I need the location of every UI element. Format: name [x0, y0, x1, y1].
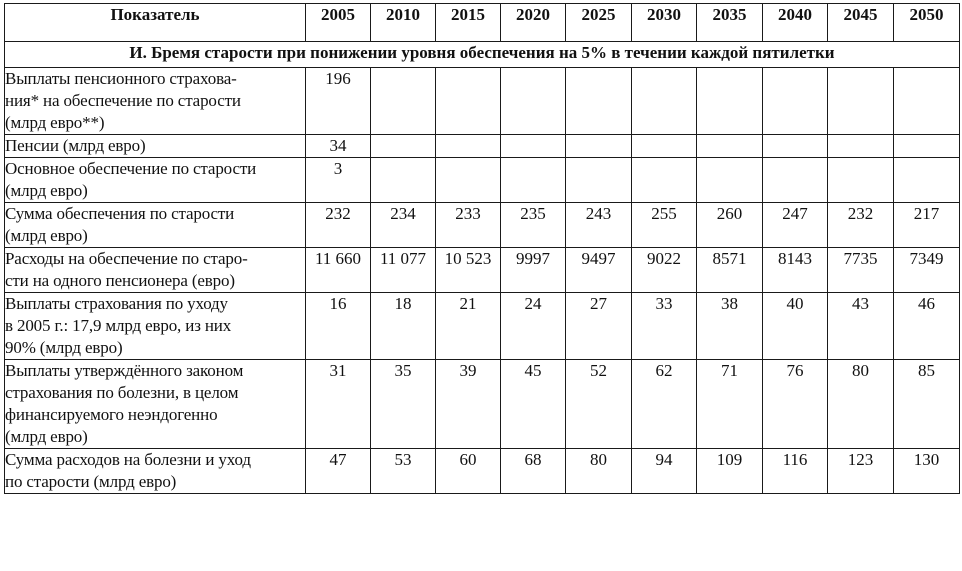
- value-cell-2015: [436, 135, 501, 158]
- row-label: [5, 135, 306, 158]
- row-label-line: страхования по болезни, в целом: [5, 383, 239, 402]
- value-cell-2030: [632, 135, 697, 158]
- table-row: [5, 360, 960, 449]
- value-cell-2010: 53: [371, 449, 436, 494]
- table-row: [5, 158, 960, 203]
- row-label-line: (млрд евро**): [5, 113, 105, 132]
- row-label: [5, 248, 306, 293]
- value-cell-2045: [828, 135, 894, 158]
- value-cell-2045: 80: [828, 360, 894, 449]
- row-label-line: Выплаты утверждённого законом: [5, 361, 244, 380]
- table-row: [5, 68, 960, 135]
- value-cell-2050: 7349: [894, 248, 960, 293]
- value-cell-2040: [763, 135, 828, 158]
- value-cell-2050: [894, 68, 960, 135]
- value-cell-2005: 34: [306, 135, 371, 158]
- row-label: [5, 203, 306, 248]
- value-cell-2005: 232: [306, 203, 371, 248]
- value-cell-2010: 18: [371, 293, 436, 360]
- header-year: 2030: [632, 4, 697, 42]
- value-cell-2030: 94: [632, 449, 697, 494]
- value-cell-2040: 247: [763, 203, 828, 248]
- value-cell-2025: [566, 68, 632, 135]
- section-row: [5, 42, 960, 68]
- value-cell-2025: [566, 158, 632, 203]
- value-cell-2025: 80: [566, 449, 632, 494]
- value-cell-2020: 235: [501, 203, 566, 248]
- value-cell-2045: 7735: [828, 248, 894, 293]
- value-cell-2035: [697, 158, 763, 203]
- value-cell-2050: 46: [894, 293, 960, 360]
- section-title: И. Бремя старости при понижении уровня обеспечения на 5% в течении каждой пятилетки: [5, 42, 960, 68]
- table-row: [5, 293, 960, 360]
- value-cell-2040: 8143: [763, 248, 828, 293]
- value-cell-2040: [763, 158, 828, 203]
- row-label-line: Основное обеспечение по старости: [5, 159, 257, 178]
- header-year: 2045: [828, 4, 894, 42]
- value-cell-2030: 255: [632, 203, 697, 248]
- header-indicator: Показатель: [5, 4, 306, 42]
- header-year: 2020: [501, 4, 566, 42]
- value-cell-2015: 60: [436, 449, 501, 494]
- value-cell-2035: 8571: [697, 248, 763, 293]
- data-table: [4, 3, 960, 494]
- value-cell-2030: [632, 158, 697, 203]
- row-label-line: Пенсии (млрд евро): [5, 136, 146, 155]
- row-label-line: в 2005 г.: 17,9 млрд евро, из них: [5, 316, 232, 335]
- row-label: [5, 293, 306, 360]
- value-cell-2050: 130: [894, 449, 960, 494]
- header-year: 2005: [306, 4, 371, 42]
- row-label: [5, 68, 306, 135]
- value-cell-2010: 11 077: [371, 248, 436, 293]
- row-label-line: 90% (млрд евро): [5, 338, 123, 357]
- row-label-line: ния* на обеспечение по старости: [5, 91, 241, 110]
- table-row: [5, 203, 960, 248]
- value-cell-2005: 16: [306, 293, 371, 360]
- value-cell-2045: [828, 68, 894, 135]
- table-row: [5, 248, 960, 293]
- header-year: 2035: [697, 4, 763, 42]
- value-cell-2015: 233: [436, 203, 501, 248]
- value-cell-2035: 38: [697, 293, 763, 360]
- row-label-line: (млрд евро): [5, 226, 88, 245]
- row-label-line: Сумма обеспечения по старости: [5, 204, 235, 223]
- value-cell-2040: [763, 68, 828, 135]
- value-cell-2030: 33: [632, 293, 697, 360]
- row-label-line: (млрд евро): [5, 427, 88, 446]
- value-cell-2020: [501, 158, 566, 203]
- value-cell-2035: 260: [697, 203, 763, 248]
- row-label-line: Выплаты страхования по уходу: [5, 294, 228, 313]
- value-cell-2030: 9022: [632, 248, 697, 293]
- value-cell-2045: 123: [828, 449, 894, 494]
- value-cell-2020: 24: [501, 293, 566, 360]
- value-cell-2040: 40: [763, 293, 828, 360]
- value-cell-2045: [828, 158, 894, 203]
- value-cell-2015: [436, 68, 501, 135]
- value-cell-2050: [894, 135, 960, 158]
- header-year: 2010: [371, 4, 436, 42]
- value-cell-2030: [632, 68, 697, 135]
- header-row: [5, 4, 960, 42]
- value-cell-2010: [371, 68, 436, 135]
- value-cell-2005: 3: [306, 158, 371, 203]
- value-cell-2005: 31: [306, 360, 371, 449]
- row-label-line: по старости (млрд евро): [5, 472, 177, 491]
- table-body: [5, 42, 960, 494]
- value-cell-2015: 10 523: [436, 248, 501, 293]
- value-cell-2025: 243: [566, 203, 632, 248]
- value-cell-2035: 71: [697, 360, 763, 449]
- value-cell-2035: [697, 68, 763, 135]
- table-row: [5, 135, 960, 158]
- header-year: 2025: [566, 4, 632, 42]
- value-cell-2005: 196: [306, 68, 371, 135]
- row-label: [5, 158, 306, 203]
- value-cell-2040: 116: [763, 449, 828, 494]
- value-cell-2010: 234: [371, 203, 436, 248]
- row-label: [5, 360, 306, 449]
- value-cell-2020: 45: [501, 360, 566, 449]
- value-cell-2020: [501, 135, 566, 158]
- header-year: 2040: [763, 4, 828, 42]
- value-cell-2015: [436, 158, 501, 203]
- row-label-line: Сумма расходов на болезни и уход: [5, 450, 251, 469]
- value-cell-2025: [566, 135, 632, 158]
- value-cell-2045: 232: [828, 203, 894, 248]
- value-cell-2050: 85: [894, 360, 960, 449]
- value-cell-2010: [371, 135, 436, 158]
- value-cell-2025: 52: [566, 360, 632, 449]
- row-label-line: сти на одного пенсионера (евро): [5, 271, 235, 290]
- value-cell-2050: [894, 158, 960, 203]
- value-cell-2035: [697, 135, 763, 158]
- value-cell-2020: [501, 68, 566, 135]
- value-cell-2050: 217: [894, 203, 960, 248]
- value-cell-2045: 43: [828, 293, 894, 360]
- row-label-line: Выплаты пенсионного страхова-: [5, 69, 237, 88]
- value-cell-2040: 76: [763, 360, 828, 449]
- header-year: 2015: [436, 4, 501, 42]
- value-cell-2005: 47: [306, 449, 371, 494]
- value-cell-2015: 39: [436, 360, 501, 449]
- value-cell-2025: 27: [566, 293, 632, 360]
- row-label-line: (млрд евро): [5, 181, 88, 200]
- value-cell-2025: 9497: [566, 248, 632, 293]
- row-label-line: Расходы на обеспечение по старо-: [5, 249, 248, 268]
- header-year: 2050: [894, 4, 960, 42]
- value-cell-2005: 11 660: [306, 248, 371, 293]
- value-cell-2015: 21: [436, 293, 501, 360]
- table-row: [5, 449, 960, 494]
- value-cell-2035: 109: [697, 449, 763, 494]
- row-label-line: финансируемого неэндогенно: [5, 405, 218, 424]
- value-cell-2010: 35: [371, 360, 436, 449]
- row-label: [5, 449, 306, 494]
- value-cell-2030: 62: [632, 360, 697, 449]
- value-cell-2010: [371, 158, 436, 203]
- value-cell-2020: 68: [501, 449, 566, 494]
- value-cell-2020: 9997: [501, 248, 566, 293]
